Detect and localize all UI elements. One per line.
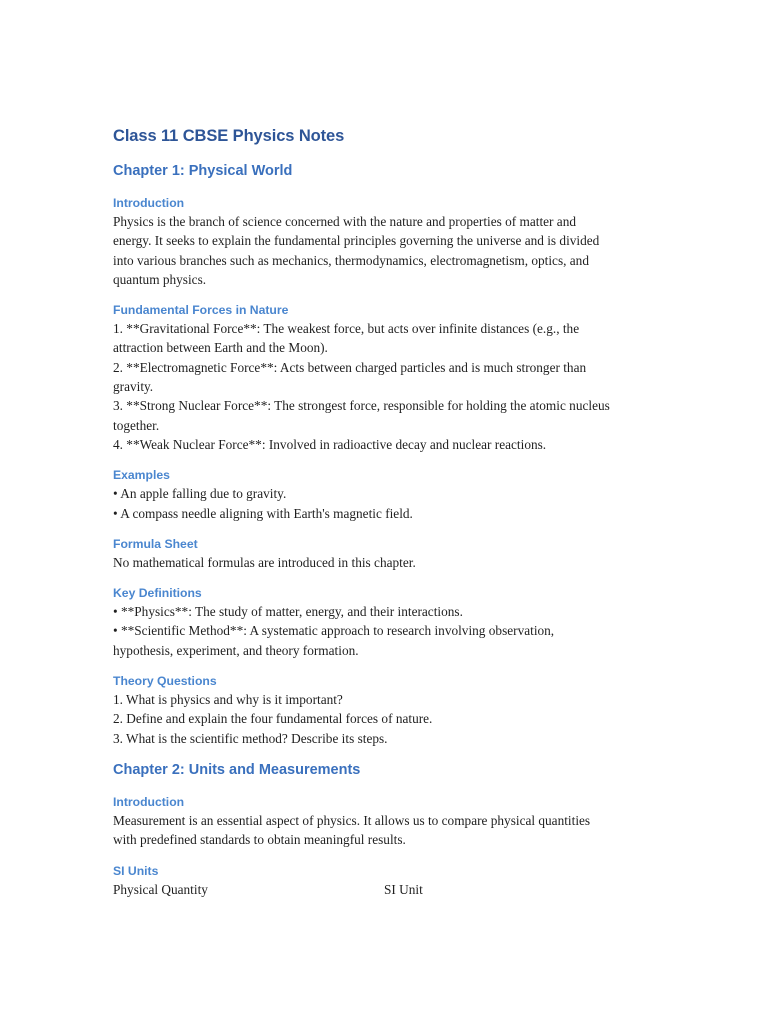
text-line: into various branches such as mechanics, thermodynamics, electromagnetism, optics, and xyxy=(113,252,589,268)
section-body xyxy=(113,602,668,660)
section-heading: Introduction xyxy=(113,794,185,809)
section-body xyxy=(113,212,668,289)
section-body xyxy=(113,553,668,572)
section-examples xyxy=(113,466,668,523)
list-item: 2. Define and explain the four fundamental forces of nature. xyxy=(113,711,433,727)
text-line: quantum physics. xyxy=(113,271,207,287)
text-line: attraction between Earth and the Moon). xyxy=(113,340,328,356)
section-heading: Theory Questions xyxy=(113,674,217,689)
chapter-title: Chapter 1: Physical World xyxy=(113,163,293,179)
text-line: hypothesis, experiment, and theory formation. xyxy=(113,642,359,658)
text-line: energy. It seeks to explain the fundamental principles governing the universe and is divided xyxy=(113,233,600,249)
section-heading: Fundamental Forces in Nature xyxy=(113,303,289,318)
text-line: 2. **Electromagnetic Force**: Acts between charged particles and is much stronger than xyxy=(113,359,587,375)
section-heading: Introduction xyxy=(113,196,185,210)
text-line: Physics is the branch of science concerned with the nature and properties of matter and xyxy=(113,214,577,229)
table-header-physical-quantity: Physical Quantity xyxy=(113,881,208,897)
section-heading: Formula Sheet xyxy=(113,536,198,551)
section-body xyxy=(113,484,668,523)
text-line: 3. **Strong Nuclear Force**: The strongest force, responsible for holding the atomic nucleus xyxy=(113,398,610,414)
text-line: 4. **Weak Nuclear Force**: Involved in radioactive decay and nuclear reactions. xyxy=(113,436,547,452)
list-item: • **Scientific Method**: A systematic approach to research involving observation, xyxy=(113,623,555,639)
section-heading: Key Definitions xyxy=(113,586,202,601)
chapter-1 xyxy=(113,161,668,748)
section-body xyxy=(113,811,668,850)
section-body xyxy=(113,319,668,454)
list-item: • A compass needle aligning with Earth's magnetic field. xyxy=(113,505,413,521)
list-item: • **Physics**: The study of matter, energy, and their interactions. xyxy=(113,604,463,620)
section-heading: Examples xyxy=(113,468,170,483)
table-header-row xyxy=(113,880,668,899)
section-key-definitions xyxy=(113,584,668,660)
chapter-2 xyxy=(113,760,668,899)
text-line: with predefined standards to obtain meaningful results. xyxy=(113,832,406,848)
text-line: together. xyxy=(113,417,160,433)
list-item: • An apple falling due to gravity. xyxy=(113,486,287,502)
section-theory-questions xyxy=(113,672,668,748)
section-body xyxy=(113,690,668,748)
chapter-title: Chapter 2: Units and Measurements xyxy=(113,761,361,778)
text-line: No mathematical formulas are introduced in this chapter. xyxy=(113,554,416,570)
table-header-si-unit: SI Unit xyxy=(384,881,423,897)
section-heading: SI Units xyxy=(113,863,159,878)
text-line: 1. **Gravitational Force**: The weakest force, but acts over infinite distances (e.g., the xyxy=(113,321,580,337)
list-item: 1. What is physics and why is it important? xyxy=(113,692,343,708)
document-title: Class 11 CBSE Physics Notes xyxy=(113,127,345,145)
list-item: 3. What is the scientific method? Describe its steps. xyxy=(113,730,388,746)
section-introduction xyxy=(113,194,668,289)
text-line: gravity. xyxy=(113,379,154,395)
text-line: Measurement is an essential aspect of physics. It allows us to compare physical quantities xyxy=(113,812,591,828)
section-introduction xyxy=(113,793,668,850)
section-fundamental-forces xyxy=(113,301,668,454)
section-formula-sheet xyxy=(113,535,668,572)
section-si-units xyxy=(113,862,668,899)
